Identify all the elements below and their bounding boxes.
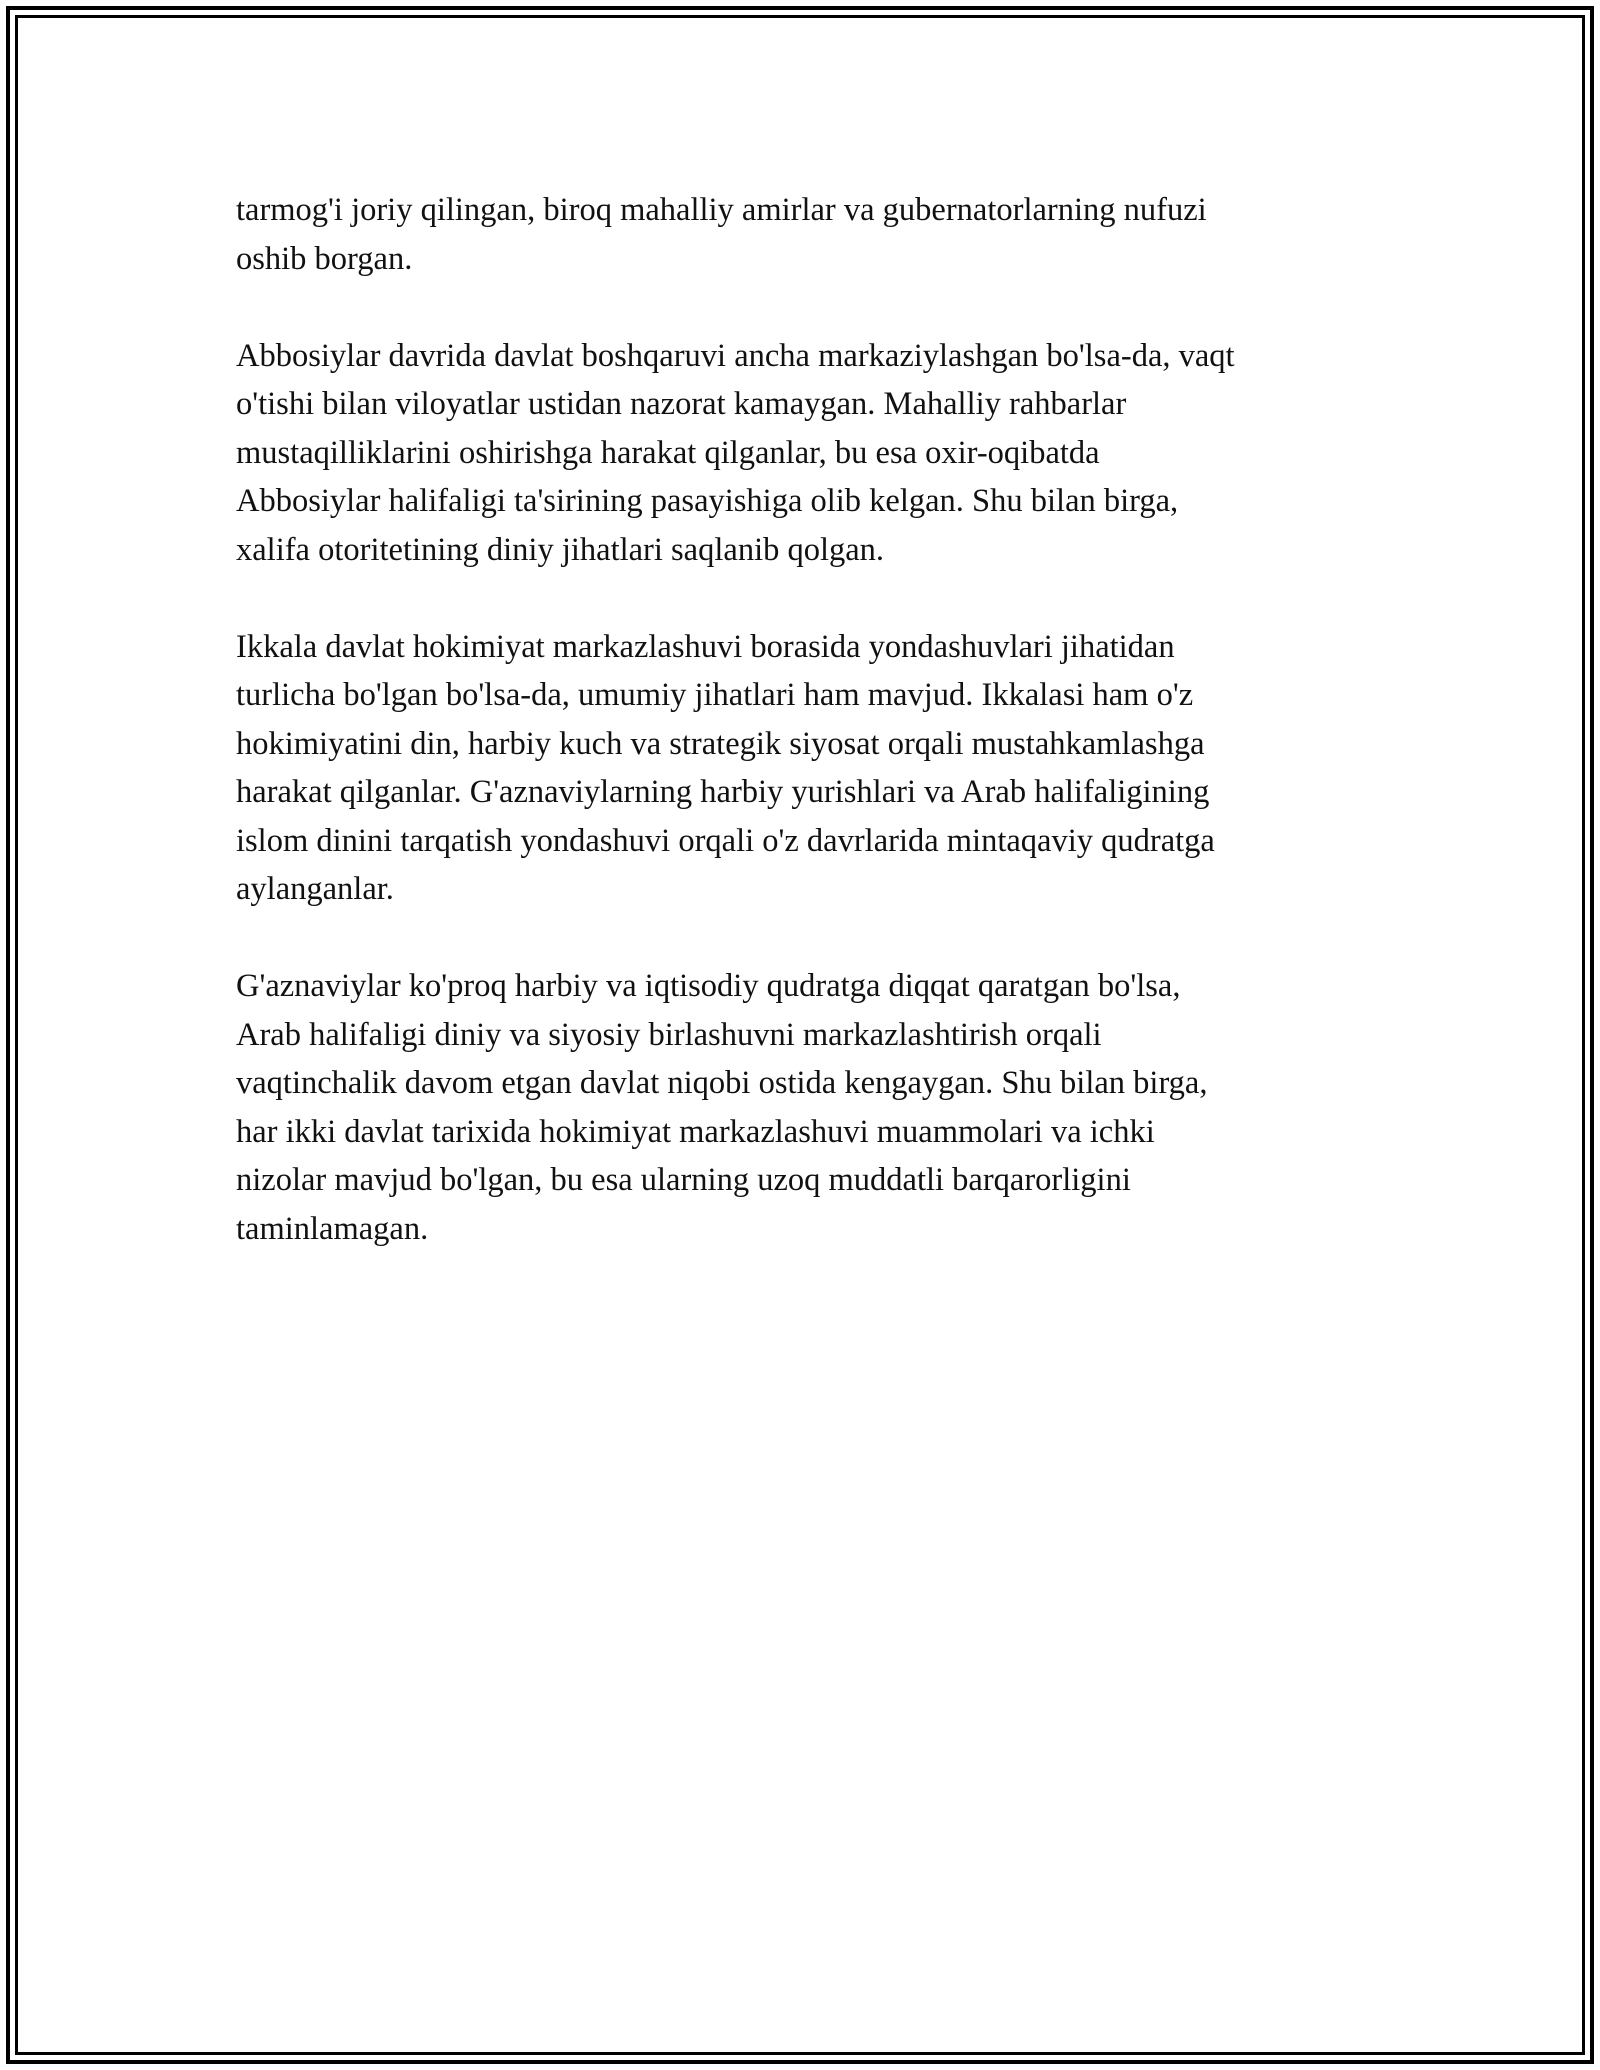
paragraph-2: Abbosiylar davrida davlat boshqaruvi ancha markaziylashgan bo'lsa-da, vaqt o'tishi bilan viloyatlar ustidan nazorat kamaygan. Mahalliy rahbarlar mustaqilliklarini oshirishga harakat qilganlar, bu esa oxir-oqibatda Abbosiylar halifaligi ta'sirining pasayishiga olib kelgan. Shu bilan birga, xalifa otoritetining diniy jihatlari saqlanib qolgan. — [236, 337, 1235, 568]
paragraph-1: tarmog'i joriy qilingan, biroq mahalliy amirlar va gubernatorlarning nufuzi oshib borgan. — [236, 192, 1207, 277]
paragraph-4: G'aznaviylar ko'proq harbiy va iqtisodiy qudratga diqqat qaratgan bo'lsa, Arab halifaligi diniy va siyosiy birlashuvni markazlashtirish orqali vaqtinchalik davom etgan davlat niqobi ostida kengaygan. Shu bilan birga, har ikki davlat tarixida hokimiyat markazlashuvi muammolari va ichki nizolar mavjud bo'lgan, bu esa ularning uzoq muddatli barqarorligini taminlamagan. — [236, 968, 1208, 1247]
document-body — [236, 186, 1386, 1302]
paragraph-3: Ikkala davlat hokimiyat markazlashuvi borasida yondashuvlari jihatidan turlicha bo'lgan bo'lsa-da, umumiy jihatlari ham mavjud. Ikkalasi ham o'z hokimiyatini din, harbiy kuch va strategik siyosat orqali mustahkamlashga harakat qilganlar. G'aznaviylarning harbiy yurishlari va Arab halifaligining islom dinini tarqatish yondashuvi orqali o'z davrlarida mintaqaviy qudratga aylanganlar. — [236, 628, 1215, 907]
